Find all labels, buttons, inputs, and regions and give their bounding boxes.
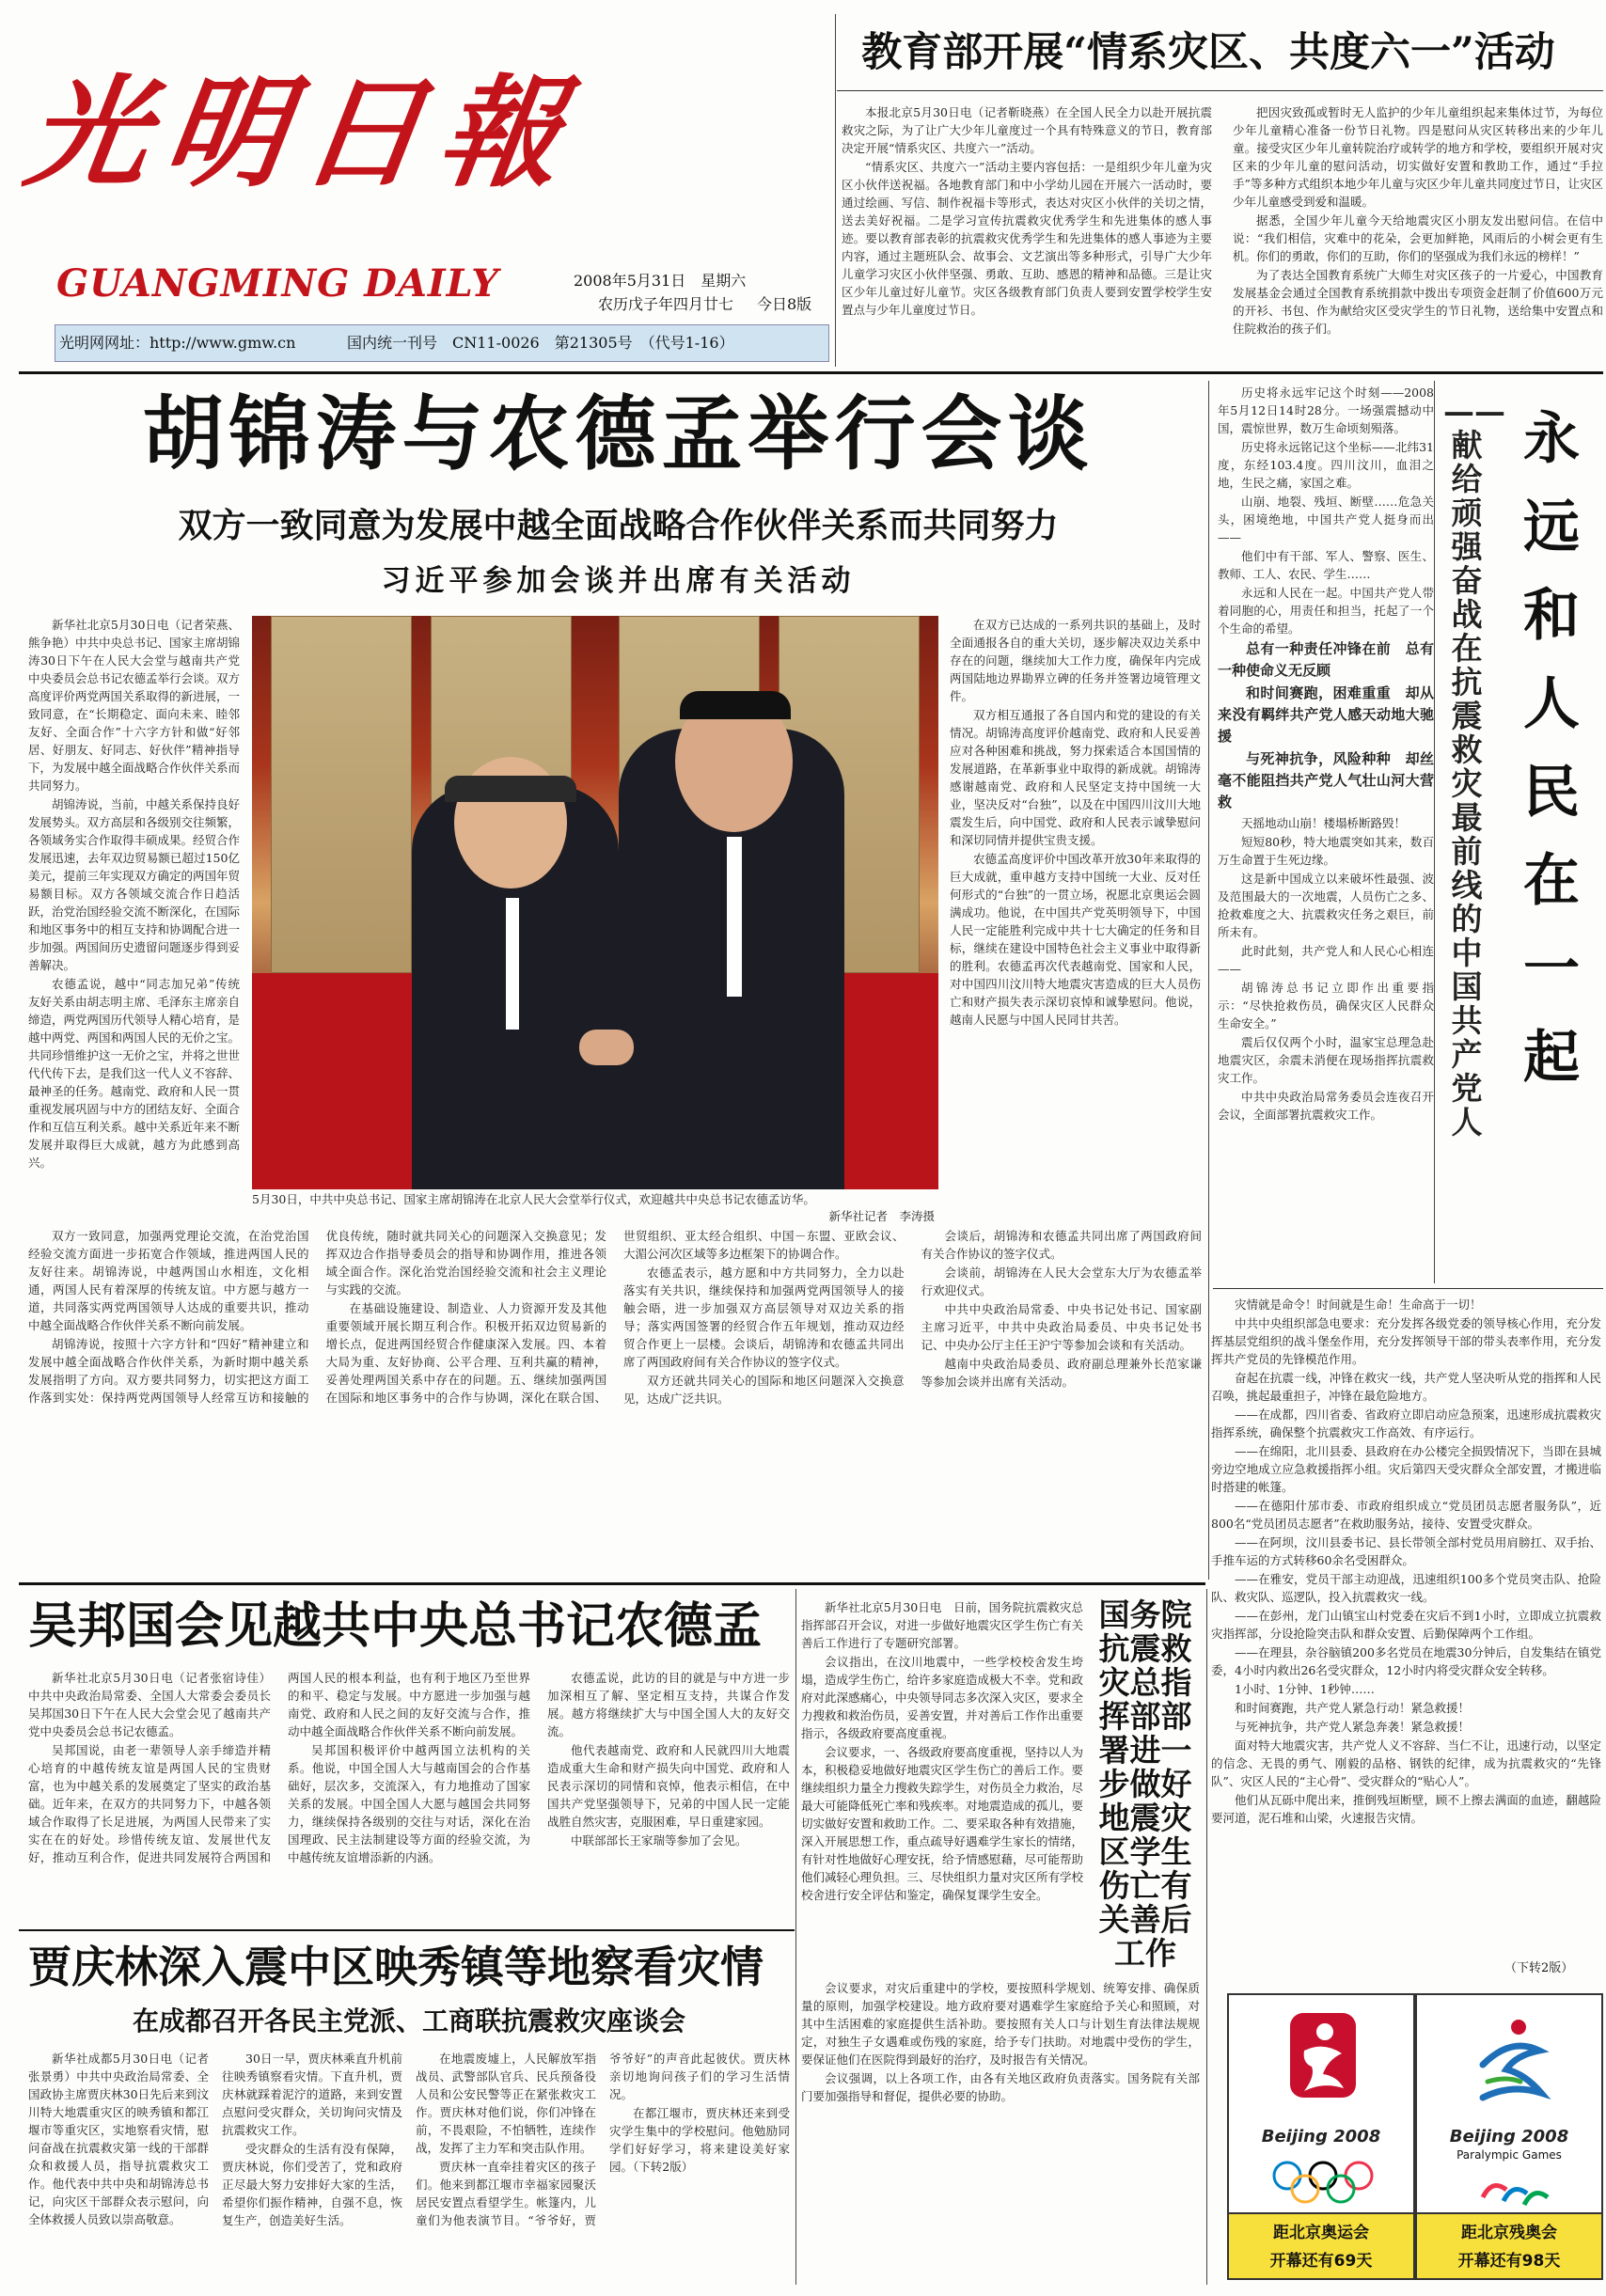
edu-paragraph: “情系灾区、共度六一”活动主要内容包括：一是组织少年儿童为灾区小伙伴送祝福。各地教育部门和中小学幼儿园在开展六一活动时，要通过绘画、写信、制作祝福卡等形式，表达对灾区小伙伴的关切之情，送去美好祝福。二是学习宣传抗震救灾优秀学生和先进集体的感人事迹。要以教育部表彰的抗震救灾优秀学生和先进集体的感人事迹为主要内容，通过主题班队会、故事会、文艺演出等多种形式，引导广大少年儿童学习灾区小伙伴坚强、勇敢、互助、感恩的精神和品德。三是让灾区少年儿童过好儿童节。灾区各级教育部门负责人要到安置学校学生安置点与少年儿童度过节日。 [842,160,1212,317]
poem-line: 山崩、地裂、残垣、断壁……危急关头，困境绝地，中国共产党人挺身而出—— [1218,495,1434,544]
jia-article-body [28,2050,790,2280]
main-paragraph: 越南中央政治局委员、政府副总理兼外长范家谦等参加会谈并出席有关活动。 [921,1357,1202,1389]
poem-line: ——在绵阳，北川县委、县政府在办公楼完全损毁情况下，当即在县城旁边空地成立应急救援指挥小组。灾后第四天受灾群众全部安置，才搬进临时搭建的帐篷。 [1211,1444,1601,1494]
sc-paragraph: 会议要求，对灾后重建中的学校，要按照科学规划、统筹安排、确保质量的原则，加强学校建设。地方政府要对遇难学生家庭给予关心和照顾，对其中生活困难的家庭提供生活补助。要按照有关人口与计划生育法律法规规定，对独生子女遇难或伤残的家庭，给予专门扶助。对地震中受伤的学生，要保证他们在医院得到最好的治疗，及时报告有关情况。 [801,1981,1200,2067]
poem-line: 与死神抗争，共产党人紧急奔袭！紧急救援！ [1235,1720,1471,1734]
sc-paragraph: 会议要求，一、各级政府要高度重视，坚持以人为本，积极稳妥地做好地震灾区学生伤亡的善后工作。要继续组织力量全力搜救失踪学生，对伤员全力救治，尽最大可能降低死亡率和残疾率。对地震造成的孤儿，要切实做好安置和救助工作。二、要采取各种有效措施，深入开展思想工作，重点疏导好遇难学生家长的情绪，有针对性地做好心理安抚，给予情感慰藉，尽可能帮助他们减轻心理负担。三、尽快组织力量对灾区所有学校校舍进行安全评估和鉴定，确保复课学生安全。 [801,1745,1084,1902]
sc-paragraph: 新华社北京5月30日电 日前，国务院抗震救灾总指挥部召开会议，对进一步做好地震灾区学生伤亡有关善后工作进行了专题研究部署。 [801,1600,1084,1650]
wu-paragraph: 中联部部长王家瑞等参加了会见。 [571,1833,748,1848]
caption-text: 5月30日，中共中央总书记、国家主席胡锦涛在北京人民大会堂举行仪式，欢迎越共中央总书记农德孟访华。 [252,1192,815,1206]
jia-paragraph: 贾庆林一直牵挂着灾区的孩子们。他来到都江堰市幸福家园聚沃居民安置点看望学生。帐篷内，儿童们为他表演节目。“爷爷好，贾爷爷好”的声音此起彼伏。贾庆林亲切地询问孩子们的学习生活情况。 [416,2052,790,2227]
main-headline[interactable]: 胡锦涛与农德孟举行会谈 [142,387,1094,481]
website-bar [55,324,829,362]
wu-paragraph: 农德孟说，此访的目的就是与中方进一步加深相互了解、坚定相互支持，共谋合作发展。越方将继续扩大与中国全国人大的友好交流。 [547,1671,790,1738]
jia-subtitle: 在成都召开各民主党派、工商联抗震救灾座谈会 [132,2005,685,2037]
main-paragraph: 双方还就共同关心的国际和地区问题深入交换意见，达成广泛共识。 [623,1374,905,1406]
jia-headline[interactable]: 贾庆林深入震中区映秀镇等地察看灾情 [28,1942,764,1992]
poem-line: 历史将永远牢记这个时刻——2008年5月12日14时28分。一场强震撼动中国，震惊世界，数万生命顷刻殒落。 [1218,385,1434,435]
main-paragraph: 农德孟说，越中“同志加兄弟”传统友好关系由胡志明主席、毛泽东主席亲自缔造，两党两国历代领导人精心培育，是越中两党、两国和两国人民的无价之宝。共同珍惜维护这一无价之宝，并将之世世代代传下去，是我们这一代人义不容辞、最神圣的任务。越南党、政府和人民一贯重视发展巩固与中方的团结友好、全面合作和互信互利关系。越中关系近年来不断发展并取得巨大成就，越方为此感到高兴。 [28,977,241,1170]
poem-line: 面对特大地震灾害，共产党人义不容辞、当仁不让，迅速行动，以坚定的信念、无畏的勇气、刚毅的品格、钢铁的纪律，成为抗震救灾的“先锋队”、灾区人民的“主心骨”、受灾群众的“贴心人”。 [1211,1738,1601,1788]
main-paragraph: 中共中央政治局常委、中央书记处书记、国家副主席习近平，中共中央政治局委员、中央书记处书记、中央办公厅主任王沪宁等参加会谈和有关活动。 [921,1302,1202,1352]
poem-line: 震后仅仅两个小时，温家宝总理急赴地震灾区，余震未消便在现场指挥抗震救灾工作。 [1218,1035,1434,1085]
olympic-emblem-icon [1276,2008,1370,2121]
main-paragraph: 双方一致同意，加强两党理论交流，在治党治国经验交流方面进一步拓宽合作领域，推进两国人民的友好往来。胡锦涛说，中越两国山水相连，文化相通，两国人民有着深厚的传统友谊。中方愿与越方一道，共同落实两党两国领导人达成的重要共识，推动中越全面战略合作伙伴关系不断向前发展。 [28,1229,309,1332]
continued-note: （下转2版） [1504,1961,1574,1975]
main-paragraph: 在双方已达成的一系列共识的基础上，及时全面通报各自的重大关切，逐步解决双边关系中存在的问题，继续加大工作力度，确保年内完成两国陆地边界勘界立碑的任务并签署边境管理文件。 [950,618,1201,703]
poem-line: 永远和人民在一起。中国共产党人带着同胞的心，用责任和担当，托起了一个个生命的希望。 [1218,586,1434,636]
masthead-english: GUANGMING DAILY [56,261,499,306]
photo-caption [252,1191,938,1225]
jia-paragraph: 在都江堰市，贾庆林还来到受灾学生集中的学校慰问。他勉励同学们好好学习，将来建设美好家园。（下转2版） [609,2106,790,2174]
issn: 国内统一刊号 CN11-0026 第21305号 （代号1-16） [347,334,734,352]
poem-line: ——在德阳什邡市委、市政府组织成立“党员团员志愿者服务队”，近800名“党员团员志愿者”在救助服务站，接待、安置受灾群众。 [1211,1499,1601,1531]
poem-line: 他们中有干部、军人、警察、医生、教师、工人、农民、学生…… [1218,549,1434,581]
edu-paragraph: 本报北京5月30日电（记者靳晓燕）在全国人民全力以赴开展抗震救灾之际，为了让广大少年儿童度过一个具有特殊意义的节日，教育部决定开展“情系灾区、共度六一”活动。 [842,105,1212,155]
main-paragraph: 胡锦涛说，按照十六字方针和“四好”精神建立和发展中越全面战略合作伙伴关系，为新时期中越关系发展指明了方向。双方要共同努力，切实把这方面工作落到实处：保持两党两国领导人经常互访和接触的优良传统，随时就共同关心的问题深入交换意见；发挥双边合作指导委员会的指导和协调作用，推进各领域全面合作。深化治党治国经验交流和社会主义理论与实践的交流。 [28,1229,606,1405]
wu-headline[interactable]: 吴邦国会见越共中央总书记农德孟 [28,1597,763,1655]
poem-line: 和时间赛跑，困难重重 却从来没有羁绊共产党人感天动地大驰援 [1218,684,1434,745]
poem-subtitle: ——献给顽强奋战在抗震救灾最前线的中国共产党人 [1443,393,1505,1140]
olympic-rings-icon [1267,2155,1379,2207]
main-paragraph: 新华社北京5月30日电（记者荣燕、熊争艳）中共中央总书记、国家主席胡锦涛30日下午在人民大会堂与越南共产党中央委员会总书记农德孟举行会谈。双方高度评价两党两国关系取得的新进展，一致同意，在“长期稳定、面向未来、睦邻友好、全面合作”十六字方针和做“好邻居、好朋友、好同志、好伙伴”精神指导下，为发展中越全面战略合作伙伴关系而共同努力。 [28,618,241,793]
poem-line: 和时间赛跑，共产党人紧急行动！紧急救援！ [1235,1701,1471,1715]
poem-body [1218,384,1434,1277]
poem-line: 1小时、1分钟、1秒钟…… [1235,1682,1375,1696]
paralympic-countdown [1417,2212,1601,2278]
poem-line: 灾情就是命令！时间就是生命！生命高于一切！ [1235,1297,1482,1312]
poem-line: 奋起在抗震一线，冲锋在救灾一线，共产党人坚决听从党的指挥和人民召唤，挑起最重担子，冲锋在最危险地方。 [1211,1371,1601,1403]
edu-headline[interactable]: 教育部开展“情系灾区、共度六一”活动 [861,29,1555,76]
sc-paragraph: 会议指出，在汶川地震中，一些学校校舍发生垮塌，造成学生伤亡，给许多家庭造成极大不幸。党和政府对此深感痛心，中央领导同志多次深入灾区，要求全力搜救和救治伤员，妥善安置，并对善后工作作出重要指示，各级政府要高度重视。 [801,1655,1084,1740]
poem-line: 此时此刻，共产党人和人民心心相连—— [1218,944,1434,976]
paralympic-countdown-box [1415,1993,1603,2280]
poem-line: 与死神抗争，风险种种 却丝毫不能阻挡共产党人气壮山河大营救 [1218,750,1434,810]
photo-credit: 新华社记者 李涛摄 [828,1209,935,1223]
website-url[interactable]: 光明网网址：http://www.gmw.cn [59,334,296,352]
jia-paragraph: 新华社成都5月30日电（记者张景勇）中共中央政治局常委、全国政协主席贾庆林30日先后来到汶川特大地震重灾区的映秀镇和都江堰市等重灾区，实地察看灾情，慰问奋战在抗震救灾第一线的干部群众和救援人员，指导抗震救灾工作。他代表中共中央和胡锦涛总书记，向灾区干部群众表示慰问，向全体救援人员致以崇高敬意。 [28,2052,209,2226]
main-subtitle: 双方一致同意为发展中越全面战略合作伙伴关系而共同努力 [178,507,1059,545]
poem-title[interactable]: 永远和人民在一起 [1523,406,1580,1091]
olympic-countdown [1229,2212,1413,2278]
jia-paragraph: 受灾群众的生活有没有保障，贾庆林说，你们受苦了，党和政府正尽最大努力安排好大家的生活，希望你们振作精神，自强不息，恢复生产，创造美好生活。 [222,2142,402,2227]
poem-line: 总有一种责任冲锋在前 总有一种使命义无反顾 [1218,640,1434,679]
sc-paragraph: 会议强调，以上各项工作，由各有关地区政府负责落实。国务院有关部门要加强指导和督促，提供必要的协助。 [801,2071,1200,2103]
poem-line: 这是新中国成立以来破坏性最强、波及范围最大的一次地震，人员伤亡之多、抢救难度之大、抗震救灾任务之艰巨，前所未有。 [1218,872,1434,939]
wu-article-body [28,1669,790,1927]
wu-paragraph: 吴邦国积极评价中越两国立法机构的关系。他说，中国全国人大与越南国会的合作基础好，层次多，交流深入，有力地推动了国家关系的发展。中国全国人大愿与越国会共同努力，继续保持各级别的交往与对话，深化在治国理政、民主法制建设等方面的经验交流，为中越传统友谊增添新的内涵。 [288,1743,530,1864]
main-subtitle-2: 习近平参加会谈并出席有关活动 [381,564,856,598]
main-article-bottom [28,1227,1202,1575]
main-paragraph: 会谈前，胡锦涛在人民大会堂东大厅为农德孟举行欢迎仪式。 [921,1266,1202,1297]
main-paragraph: 在基础设施建设、制造业、人力资源开发及其他重要领域开展长期互利合作。积极开拓双边贸易新的增长点，促进两国经贸合作健康深入发展。四、本着大局为重、友好协商、公平合理、互利共赢的精神，妥善处理两国关系中存在的问题。五、继续加强两国在国际和地区事务中的合作与协调，深化在联合国、世贸组织、亚太经合组织、中国－东盟、亚欧会议、大湄公河次区域等多边框架下的协调合作。 [325,1229,905,1405]
paralympic-countdown-label: 距北京残奥会 [1461,2224,1557,2242]
main-paragraph: 农德孟表示，越方愿和中方共同努力，全力以赴落实有关共识，继续保持和加强两党两国领导人的接触会晤，进一步加强双方高层领导对双边关系的指导；落实两国签署的经贸合作五年规划，推动双边经贸合作更上一层楼。会谈后，胡锦涛和农德孟共同出席了两国政府间有关合作协议的签字仪式。 [623,1266,905,1369]
poem-line: 中共中央政治局常务委员会连夜召开会议，全面部署抗震救灾工作。 [1218,1090,1434,1122]
olympic-brand: Beijing 2008 [1261,2127,1381,2147]
edu-paragraph: 把因灾致孤或暂时无人监护的少年儿童组织起来集体过节，为每位少年儿童精心准备一份节日礼物。四是慰问从灾区转移出来的少年儿童。接受灾区少年儿童转院治疗或转学的地方和学校，要组织开展对灾区来的少年儿童的慰问活动，切实做好安置和教助工作，通过“手拉手”等多种方式组织本地少年儿童与灾区少年儿童共同度过节日，让灾区少年儿童感受到爱和温暖。 [1233,105,1603,209]
poem-line: ——在成都，四川省委、省政府立即启动应急预案，迅速形成抗震救灾指挥系统，确保整个抗震救灾工作高效、有序运行。 [1211,1407,1601,1439]
state-council-headline[interactable]: 国务院抗震救灾总指挥部部署进一步做好地震灾区学生伤亡有关善后工作 [1098,1596,1192,1972]
lunar-date: 农历戊子年四月廿七 [598,295,734,313]
page-count: 今日8版 [757,295,812,313]
paralympic-sub: Paralympic Games [1456,2148,1562,2162]
paralympic-countdown-days: 开幕还有98天 [1457,2252,1561,2271]
jia-paragraph: 30日一早，贾庆林乘直升机前往映秀镇察看灾情。下直升机，贾庆林就踩着泥泞的道路，来到安置点慰问受灾群众，关切询问灾情及抗震救灾工作。 [222,2052,402,2137]
poem-line: ——在理县，杂谷脑镇200多名党员在地震30分钟后，自发集结在镇党委，4小时内救出26名受灾群众，12小时内将受灾群众安全转移。 [1211,1645,1601,1677]
poem-line: 他们从瓦砾中爬出来，推倒残垣断壁，顾不上擦去满面的血迹，翻越险要河道，泥石堆和山梁，火速报告灾情。 [1211,1793,1601,1825]
poem-line: 胡锦涛总书记立即作出重要指示：“尽快抢救伤员，确保灾区人民群众生命安全。” [1218,981,1434,1030]
main-paragraph: 双方相互通报了各自国内和党的建设的有关情况。胡锦涛高度评价越南党、政府和人民妥善应对各种困难和挑战，努力探索适合本国国情的发展道路，在革新事业中取得的新成就。胡锦涛感谢越南党、政府和人民坚定支持中国统一大业，坚决反对“台独”，以及在中国四川汶川大地震发生后，向中国党、政府和人民表示诚挚慰问和深切同情并提供宝贵支援。 [950,708,1201,847]
main-paragraph: 农德孟高度评价中国改革开放30年来取得的巨大成就，重申越方支持中国统一大业、反对任何形式的“台独”的一贯立场，祝愿北京奥运会圆满成功。他说，在中国共产党英明领导下，中国人民一定能胜利完成中共十七大确定的任务和目标，继续在建设中国特色社会主义事业中取得新的胜利。农德孟再次代表越南党、国家和人民，对中国四川汶川特大地震灾害造成的巨大人员伤亡和财产损失表示深切哀悼和诚挚慰问。他说，越南人民愿与中国人民同甘共苦。 [950,852,1201,1027]
wu-paragraph: 他代表越南党、政府和人民就四川大地震造成重大生命和财产损失向中国党、政府和人民表示深切的同情和哀悼，他表示相信，在中国共产党坚强领导下，兄弟的中国人民一定能战胜自然灾害，克服困难，早日重建家园。 [547,1743,790,1829]
main-paragraph: 胡锦涛说，当前，中越关系保持良好发展势头。双方高层和各级别交往频繁，各领域务实合作取得丰硕成果。经贸合作发展迅速，去年双边贸易额已超过150亿美元，提前三年实现双方确定的两国年贸易额目标。双方各领域交流合作日趋活跃，治党治国经验交流不断深化，在国际和地区事务中的相互支持和协调配合进一步加强。两国间历史遗留问题逐步得到妥善解决。 [28,797,241,972]
main-article-left-column [28,616,240,1260]
edu-article-body [842,103,1603,357]
edu-paragraph: 据悉，全国少年儿童今天给地震灾区小朋友发出慰问信。在信中说：“我们相信，灾难中的花朵，会更加鲜艳，风雨后的小树会更有生机。你们的勇敢，你们的互助，你们的坚强成为我们永远的榜样！” [1233,213,1603,263]
poem-line: ——在阿坝，汶川县委书记、县长带领全部村党员用肩膀扛、双手抬、手推车运的方式转移60余名受困群众。 [1211,1535,1601,1567]
news-photo[interactable] [252,616,938,1189]
wu-paragraph: 吴邦国说，由老一辈领导人亲手缔造并精心培育的中越传统友谊是两国人民的宝贵财富，也为中越关系的发展奠定了坚实的政治基础。近年来，在双方的共同努力下，中越各领域合作取得了长足进展，为两国人民带来了实实在在的好处。珍惜传统友谊、发展世代友好，推动互利合作，促进共同发展符合两国和两国人民的根本利益，也有利于地区乃至世界的和平、稳定与发展。中方愿进一步加强与越南党、政府和人民之间的友好交流与合作，推动中越全面战略合作伙伴关系不断向前发展。 [28,1671,530,1864]
poem-line: ——在彭州，龙门山镇宝山村党委在灾后不到1小时，立即成立抗震救灾指挥部，分设抢险突击队和群众安置、后勤保障两个工作组。 [1211,1609,1601,1641]
olympic-countdown-label: 距北京奥运会 [1273,2224,1369,2242]
issue-date: 2008年5月31日 星期六 [574,272,747,290]
olympic-countdown-days: 开幕还有69天 [1269,2252,1373,2271]
poem-continuation [1211,1296,1601,1954]
paralympic-emblem-icon [1464,2008,1558,2121]
masthead-logo: 光明日報 [18,63,588,204]
olympic-countdown-box [1227,1993,1415,2280]
state-council-body-bottom [801,1979,1200,2280]
main-paragraph: 会谈后，胡锦涛和农德孟共同出席了两国政府间有关合作协议的签字仪式。 [921,1229,1202,1261]
poem-line: 短短80秒，特大地震突如其来，数百万生命置于生死边缘。 [1218,835,1434,867]
poem-line: 天摇地动山崩！楼塌桥断路毁！ [1241,816,1407,830]
paralympic-brand: Beijing 2008 [1449,2127,1569,2147]
edu-paragraph: 为了表达全国教育系统广大师生对灾区孩子的一片爱心，中国教育发展基金会通过全国教育系统捐款中拨出专项资金赶制了价值600万元的开衫、书包、作为献给灾区受灾学生的节日礼物，送给集中安置点和住院救治的孩子们。 [1233,268,1603,336]
poem-line: 中共中央组织部急电要求：充分发挥各级党委的领导核心作用，充分发挥基层党组织的战斗堡垒作用，充分发挥领导干部的带头表率作用，充分发挥共产党员的先锋模范作用。 [1211,1316,1601,1366]
dateline [574,270,827,292]
jia-paragraph: 在地震废墟上，人民解放军指战员、武警部队官兵、民兵预备役人员和公安民警等正在紧张救灾工作。贾庆林对他们说，你们冲锋在前，不畏艰险，不怕牺牲，连续作战，发挥了主力军和突击队作用。 [416,2052,596,2155]
main-article-right-column [950,616,1201,1260]
poem-line: ——在雅安，党员干部主动迎战，迅速组织100多个党员突击队、抢险队、救灾队、巡逻队，投入抗震救灾一线。 [1211,1572,1601,1604]
wu-paragraph: 新华社北京5月30日电（记者张宿诗佳）中共中央政治局常委、全国人大常委会委员长吴邦国30日下午在人民大会堂会见了越南共产党中央委员会总书记农德孟。 [28,1671,271,1738]
poem-line: 历史将永远铭记这个坐标——北纬31度，东经103.4度。四川汶川，血泪之地，生民之痛，家国之难。 [1218,440,1434,490]
